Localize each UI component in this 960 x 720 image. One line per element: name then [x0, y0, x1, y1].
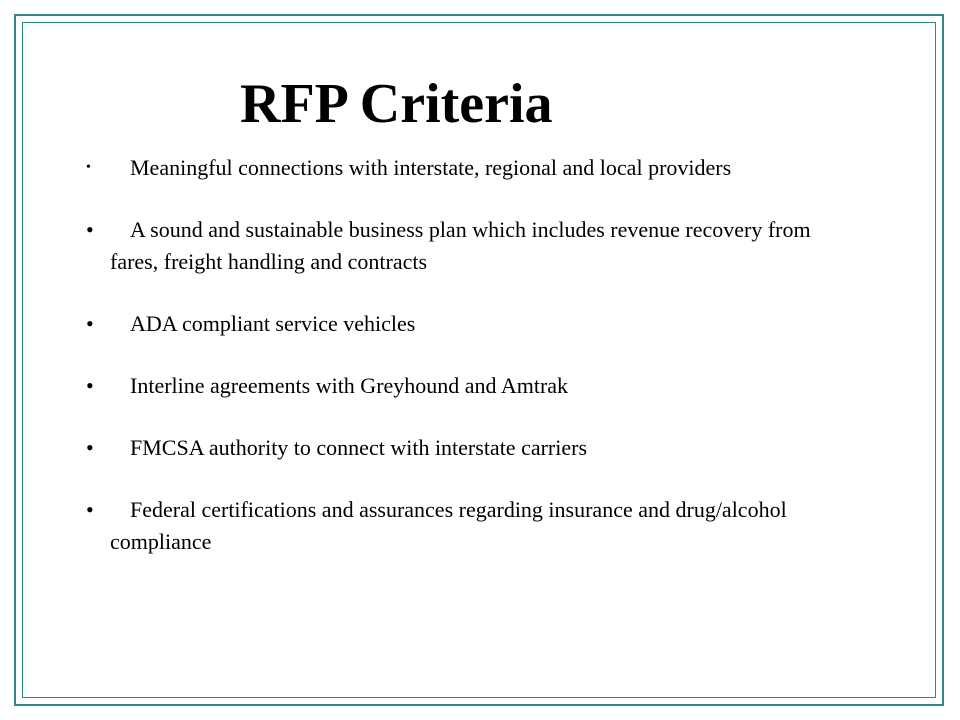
list-item	[80, 152, 820, 184]
bullet-icon: •	[86, 311, 94, 336]
slide-title: RFP Criteria	[240, 73, 553, 135]
list-item	[80, 370, 820, 402]
bullet-text: Federal certifications and assurances regarding insurance and drug/alcohol compliance	[110, 497, 787, 554]
bullet-icon: •	[86, 435, 94, 460]
list-item	[80, 214, 820, 278]
bullet-icon: •	[86, 160, 91, 175]
bullet-text: Interline agreements with Greyhound and Amtrak	[130, 373, 569, 398]
bullet-icon: •	[86, 497, 94, 522]
bullet-text: A sound and sustainable business plan which includes revenue recovery from fares, freight handling and contracts	[110, 217, 811, 274]
bullet-icon: •	[86, 217, 94, 242]
bullet-text: FMCSA authority to connect with interstate carriers	[130, 435, 588, 460]
bullet-text: ADA compliant service vehicles	[130, 311, 416, 336]
list-item	[80, 308, 820, 340]
list-item	[80, 432, 820, 464]
bullet-icon: •	[86, 373, 94, 398]
list-item	[80, 494, 820, 558]
bullet-list	[80, 152, 820, 588]
bullet-text: Meaningful connections with interstate, regional and local providers	[130, 155, 732, 180]
